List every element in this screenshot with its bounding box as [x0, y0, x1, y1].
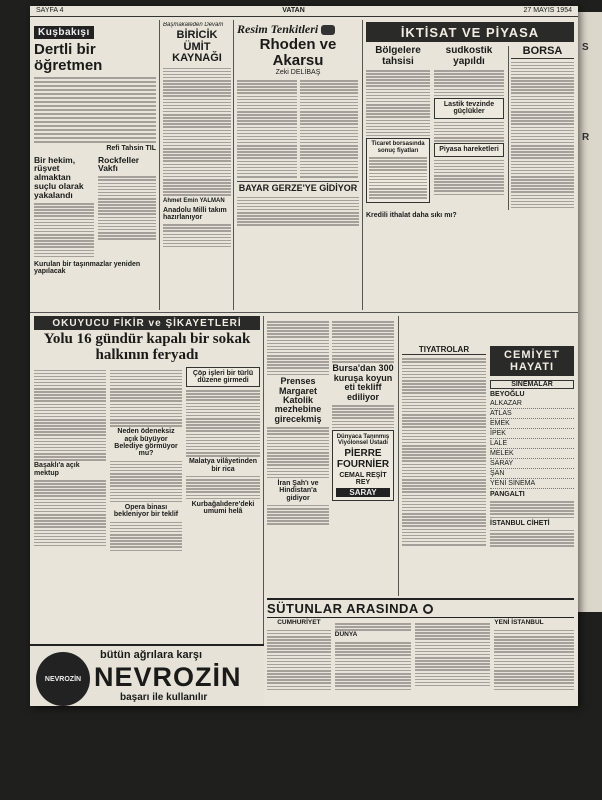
article-body	[110, 522, 182, 551]
byline: Zeki DELİBAŞ	[275, 68, 321, 76]
sub-headline: Başaklı'a açık mektup	[34, 462, 80, 477]
headline: Rhoden ve Akarsu	[259, 36, 337, 69]
article-body	[434, 70, 504, 96]
cinema-item	[490, 459, 574, 469]
sub-headline-box	[186, 367, 260, 388]
headline: Prenses Margaret Katolik mezhebine girecekmiş	[274, 376, 322, 424]
article-body	[237, 197, 359, 226]
sub-headline: Kredili ithalat daha sıkı mı?	[366, 212, 457, 220]
palette-icon	[321, 25, 335, 35]
ad-brand: NEVROZİN	[94, 662, 242, 692]
newspaper-page	[30, 6, 578, 706]
headline: sudkostik yapıldı	[445, 46, 493, 67]
section-label: Başmakaleden Devam	[163, 22, 224, 28]
cinema-item	[490, 429, 574, 439]
cinema-listings	[490, 501, 574, 518]
article-body	[186, 390, 260, 456]
story-headline: Bir hekim, rüşvet almaktan suçlu olarak yakalandı	[34, 154, 84, 201]
sub-headline: Lastik tevzinde güçlükler	[443, 100, 495, 116]
district-heading: İSTANBUL CİHETİ	[490, 519, 550, 527]
ad-title: PİERRE FOURNİER	[336, 448, 390, 471]
readers-banner: OKUYUCU FİKİR ve ŞİKAYETLERİ	[34, 316, 260, 330]
cinema-item	[490, 399, 574, 409]
sub-headline: Çöp işleri bir türlü düzene girmedi	[192, 369, 254, 384]
article-body	[34, 370, 106, 461]
column-rule	[159, 20, 160, 310]
nevrozin-ad	[30, 644, 264, 706]
sub-headline-box	[434, 98, 504, 119]
nevrozin-logo	[36, 652, 90, 706]
article-body	[110, 370, 182, 427]
logo-text: NEVROZİN	[44, 675, 82, 683]
cinema-item	[490, 409, 574, 419]
article-body	[34, 480, 106, 546]
headline: Dertli bir öğretmen	[34, 41, 103, 74]
district-heading: BEYOĞLU	[490, 391, 525, 399]
story-headline: BAYAR GERZE'YE GİDİYOR	[238, 183, 358, 194]
quill-icon	[423, 604, 433, 614]
article-body	[34, 77, 156, 143]
story-headline: Kurulan bir taşınmazlar yeniden yapılacak	[34, 260, 141, 276]
section-heading: TİYATROLAR	[402, 346, 486, 355]
cinema-name: YENİ SİNEMA	[490, 479, 536, 487]
article-body	[434, 160, 504, 196]
columns-section	[267, 598, 574, 706]
cinema-item	[490, 449, 574, 459]
economy-banner: İKTİSAT VE PİYASA	[366, 22, 574, 42]
article-body	[332, 321, 394, 363]
society-banner: CEMİYET HAYATI	[490, 346, 574, 376]
article-body	[494, 630, 574, 690]
story-headline: Rockfeller Vakfı	[98, 154, 140, 174]
sub-headline-box	[434, 143, 504, 156]
section-label: Resim Tenkitleri	[237, 22, 319, 36]
byline: Refi Tahsin TIL	[106, 144, 156, 152]
headline: BİRİCİK ÜMİT KAYNAĞI	[172, 29, 222, 65]
byline: Ahmet Emin YALMAN	[163, 197, 225, 204]
column-rule	[362, 20, 363, 310]
headline: Yolu 16 gündür kapalı bir sokak halkının feryadı	[43, 332, 251, 363]
sub-headline: Opera binası bekleniyor bir teklif	[113, 503, 179, 519]
article-body	[163, 224, 231, 247]
article-body	[434, 122, 504, 142]
article-body	[335, 642, 411, 690]
issue-date: 27 MAYIS 1954	[523, 7, 572, 14]
ad-line: Dünyaca Tanınmış Viyolonsel Üstadı	[336, 434, 390, 447]
section-kicker: Kuşbakışı	[34, 26, 94, 39]
cinema-listings	[490, 530, 574, 547]
edge-letter: S	[582, 42, 589, 53]
article-body	[267, 321, 329, 375]
borsa-title: BORSA	[511, 46, 574, 59]
price-table	[366, 138, 430, 203]
section-rule	[30, 312, 578, 313]
society-column	[490, 380, 574, 596]
article-body	[267, 427, 329, 478]
article-body	[163, 68, 231, 196]
column-editorial	[163, 22, 231, 307]
headline: İran Şah'ı ve Hindistan'a gidiyor	[277, 479, 319, 502]
middle-column	[267, 318, 395, 638]
article-body	[300, 79, 358, 180]
cinema-item	[490, 419, 574, 429]
story-headline: Anadolu Milli takım hazırlanıyor	[163, 206, 227, 221]
column-rule	[263, 316, 264, 646]
sub-heading: CUMHURİYET	[277, 619, 321, 626]
headline: Bursa'dan 300 kuruşa koyun eti tekliff ediliyor	[332, 363, 394, 402]
cinema-list	[490, 399, 574, 489]
article-body	[237, 79, 297, 180]
theater-column	[402, 346, 486, 596]
readers-section	[34, 332, 260, 642]
cinema-name: İPEK	[490, 429, 506, 437]
page-label: SAYFA 4	[36, 7, 64, 14]
cinema-item	[490, 479, 574, 489]
edge-letter: R	[582, 132, 590, 143]
cinema-name: SARAY	[490, 459, 514, 467]
ad-tagline-top: bütün ağrılara karşı	[100, 649, 203, 661]
exchange-rates	[511, 62, 574, 209]
sub-heading: YENİ İSTANBUL	[494, 619, 544, 626]
ad-line: CEMAL REŞİT REY	[339, 472, 387, 487]
cinema-name: ATLAS	[490, 409, 512, 417]
concert-ad	[332, 430, 394, 501]
cinema-name: ŞAN	[490, 469, 505, 477]
cinema-name: EMEK	[490, 419, 510, 427]
district-heading: PANGALTI	[490, 490, 525, 498]
next-page-edge	[578, 12, 602, 612]
masthead-bar	[30, 6, 578, 17]
cinema-name: ALKAZAR	[490, 399, 522, 407]
column-art-review	[237, 22, 359, 312]
ad-venue: SARAY	[336, 488, 390, 497]
economy-section	[366, 46, 574, 308]
sub-heading: DÜNYA	[334, 631, 358, 639]
article-body	[34, 203, 94, 257]
article-body	[335, 623, 411, 631]
article-body	[332, 405, 394, 428]
column-kusbakisi	[34, 22, 156, 307]
article-body	[267, 630, 331, 690]
table-title: Ticaret borsasında sonuç fiyatları	[371, 141, 425, 154]
sub-headline: Kurbağalıdere'deki umumi helâ	[191, 500, 255, 516]
cinema-name: LALE	[490, 439, 508, 447]
article-body	[110, 461, 182, 503]
column-rule	[233, 20, 234, 310]
paper-name: VATAN	[282, 7, 305, 14]
cinema-item	[490, 469, 574, 479]
headline: Bölgelere tahsisi	[375, 46, 421, 67]
cinema-name: MELEK	[490, 449, 514, 457]
section-heading: SİNEMALAR	[490, 380, 574, 389]
article-body	[267, 505, 329, 525]
sub-headline: Malatya vilâyetinden bir rica	[188, 458, 258, 473]
article-body	[186, 476, 260, 499]
article-body	[98, 176, 156, 239]
column-rule	[398, 316, 399, 596]
ad-tagline-bottom: başarı ile kullanılır	[120, 692, 208, 703]
article-body	[366, 70, 430, 136]
theater-listings	[402, 358, 486, 545]
section-title: SÜTUNLAR ARASINDA	[267, 601, 419, 616]
sub-headline: Neden ödeneksiz açık büyüyor Belediye görmüyor mu?	[114, 428, 178, 458]
cinema-item	[490, 439, 574, 449]
article-body	[415, 623, 491, 686]
sub-headline: Piyasa hareketleri	[439, 146, 499, 154]
table-rows	[369, 157, 427, 199]
